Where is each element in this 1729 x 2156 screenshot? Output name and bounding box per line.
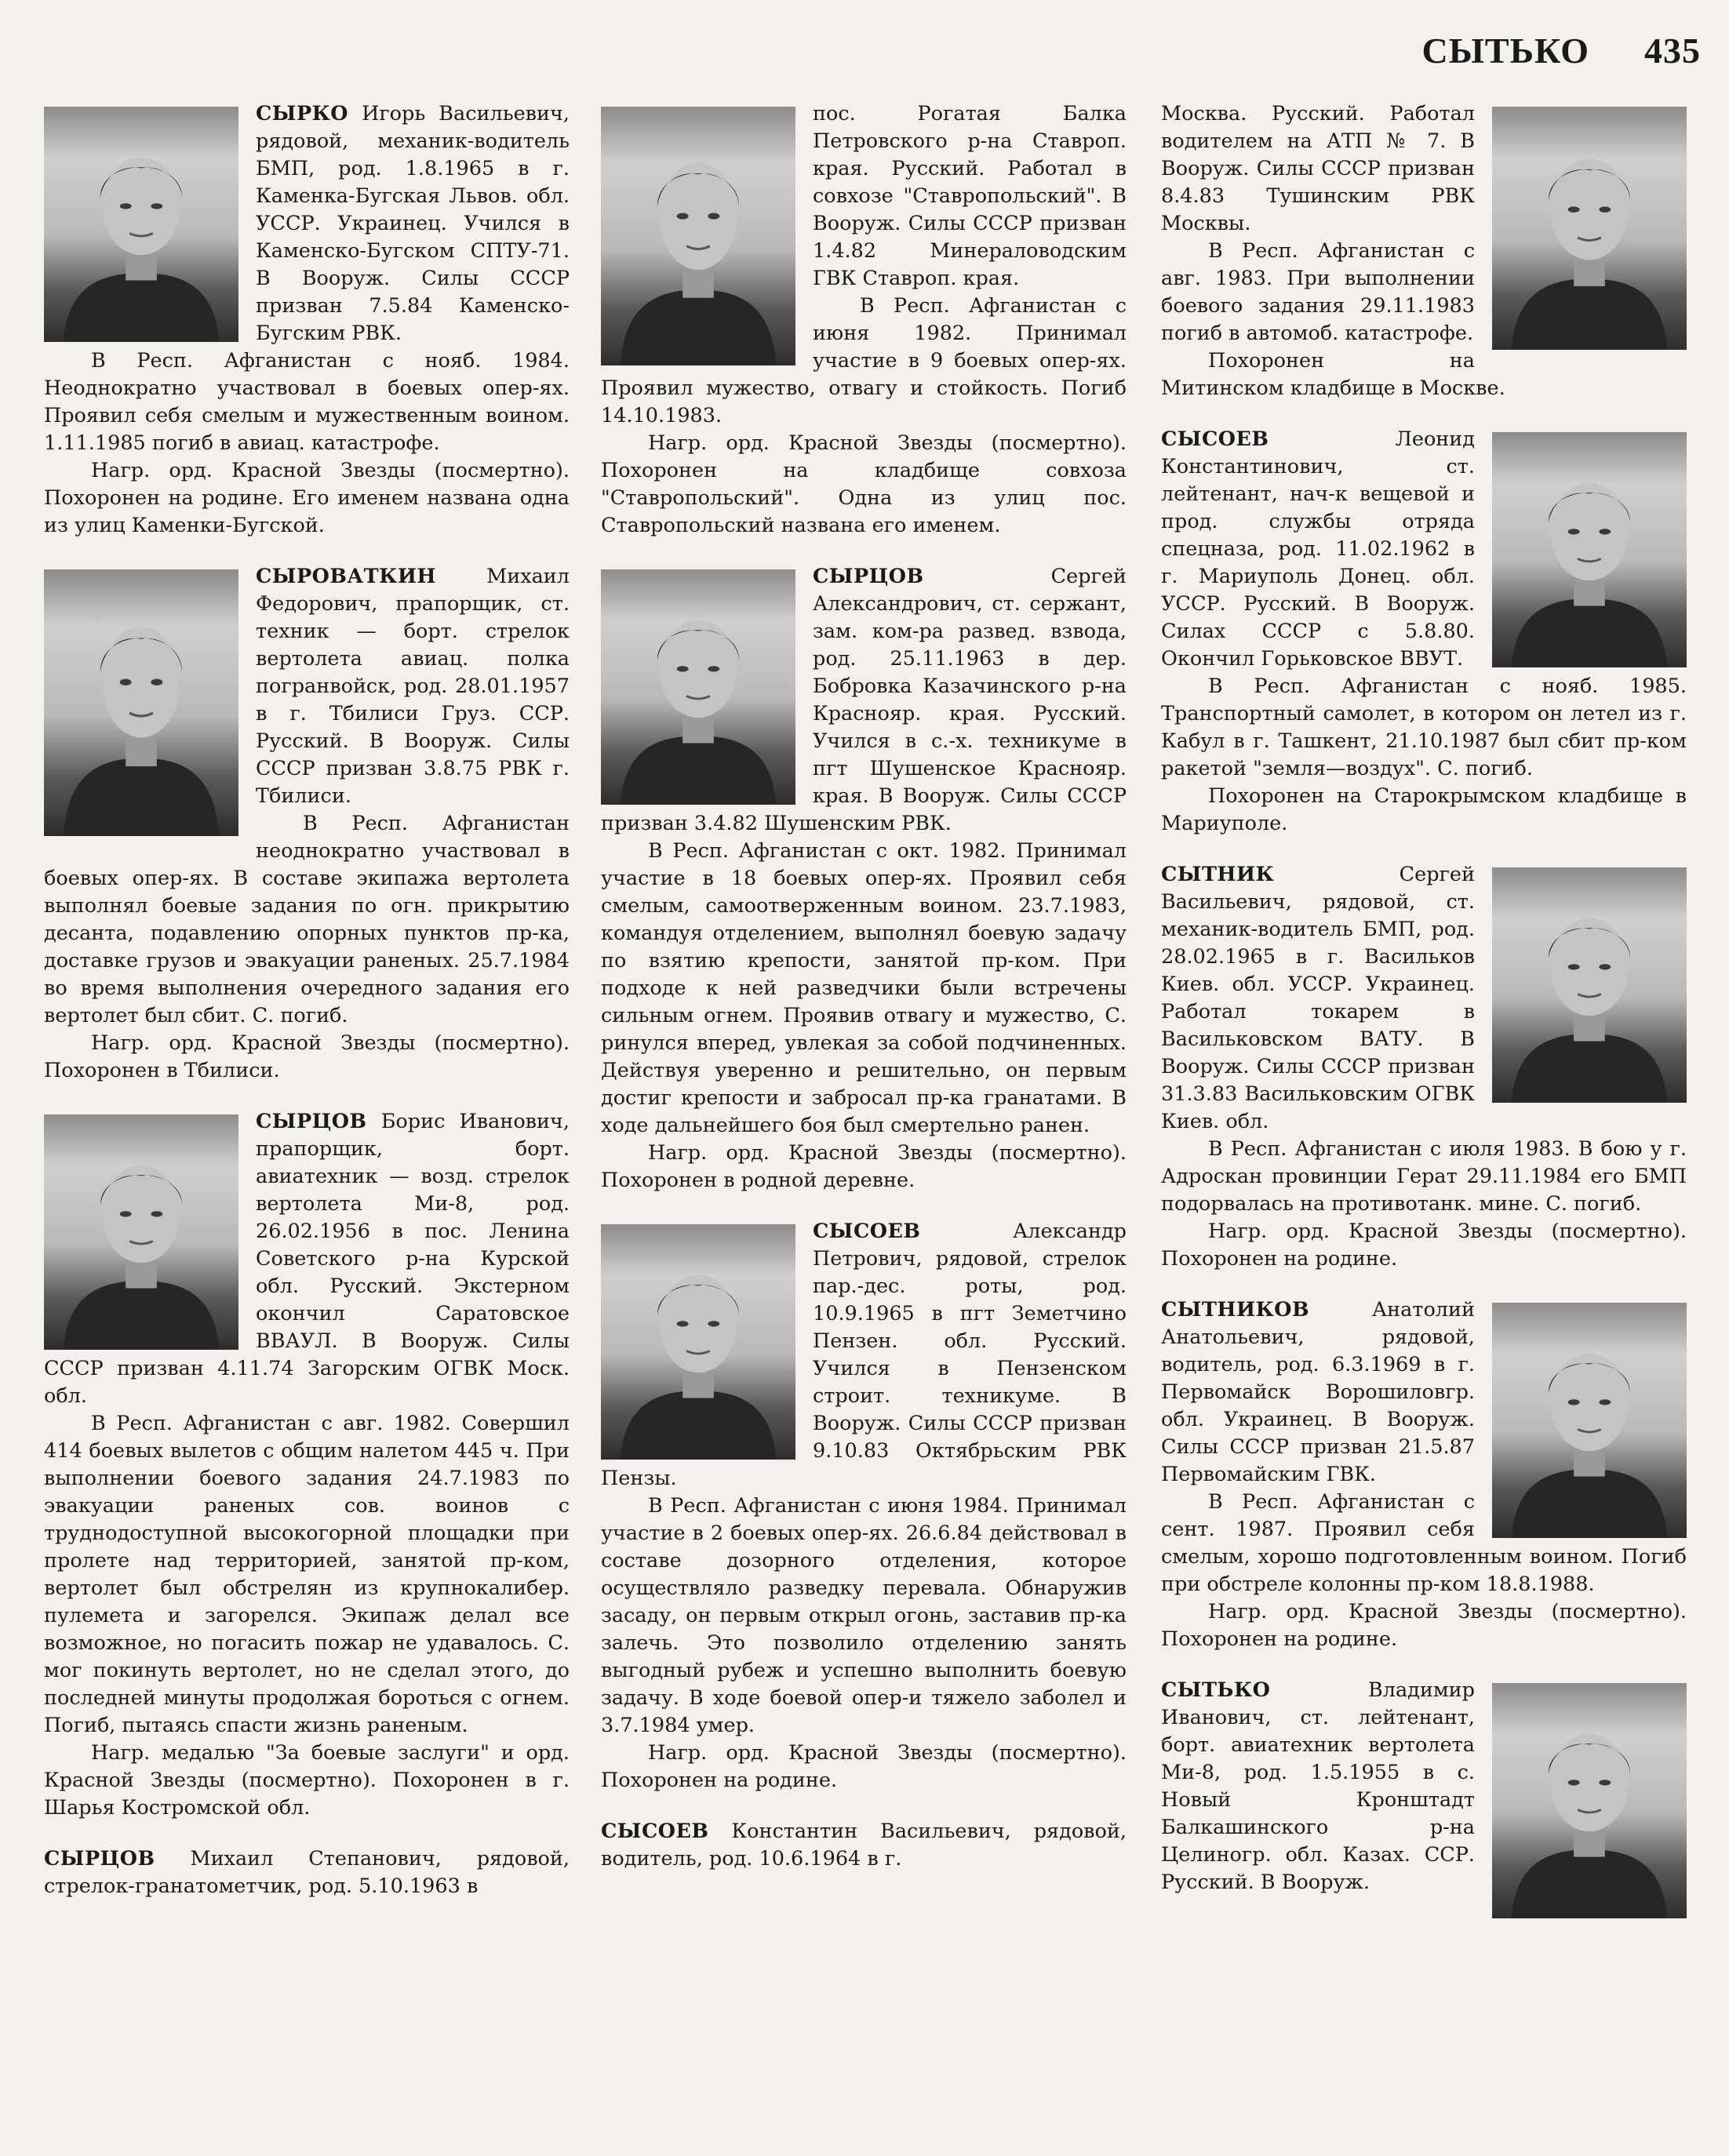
entry-service: В Респ. Афганистан с июля 1983. В бою у г. Адроскан провинции Герат 29.11.1984 его БМП подорвалась на противотанк. мине. С. погиб. xyxy=(1161,1137,1687,1216)
entry-surname: СЫСОЕВ xyxy=(1161,427,1269,451)
entry-award: Нагр. орд. Красной Звезды (посмертно). Похоронен на родине. Его именем названа одна из улиц Каменки-Бугской. xyxy=(44,459,570,537)
entry-syrtsov-mikhail-cont xyxy=(601,100,1127,540)
entry-award: Нагр. медалью "За боевые заслуги" и орд. Красной Звезды (посмертно). Похоронен в г. Шарья Костромской обл. xyxy=(44,1741,570,1820)
portrait-photo xyxy=(1492,1683,1687,1918)
running-head: СЫТЬКО xyxy=(1421,31,1589,71)
entry-surname: СЫСОЕВ xyxy=(813,1220,921,1243)
entry-award: Нагр. орд. Красной Звезды (посмертно). Похоронен на родине. xyxy=(1161,1220,1687,1271)
entry-surname: СЫРЦОВ xyxy=(813,565,924,588)
portrait-silhouette-icon xyxy=(601,1224,795,1460)
entry-surname: СЫТНИКОВ xyxy=(1161,1298,1310,1322)
column-left xyxy=(44,100,570,1924)
entry-syrovatkin xyxy=(44,563,570,1085)
entry-sysoev-konstantin xyxy=(601,1818,1127,1873)
portrait-silhouette-icon xyxy=(1492,1683,1687,1918)
entry-surname: СЫРОВАТКИН xyxy=(256,565,437,588)
entry-service: В Респ. Афганистан с июня 1984. Принимал участие в 2 боевых опер-ях. 26.6.84 действовал в составе дозорного отделения, которое осуществляло разведку перевала. Обнаружив засаду, он первым открыл огонь, заставив пр-ка залечь. Это позволило отделению занять выгодный рубеж и успешно выполнить боевую задачу. В ходе боевой опер-и тяжело заболел и 3.7.1984 умер. xyxy=(601,1494,1127,1737)
entry-syrtsov-mikhail xyxy=(44,1845,570,1900)
portrait-silhouette-icon xyxy=(1492,432,1687,667)
entry-bio: Михаил Федорович, прапорщик, ст. техник — борт. стрелок вертолета авиац. полка погранвойск, род. 28.01.1957 в г. Тбилиси Груз. ССР. Русский. В Вооруж. Силы СССР призван 3.8.75 РВК г. Тбилиси. xyxy=(256,565,570,808)
entry-bio: Анатолий Анатольевич, рядовой, водитель, род. 6.3.1969 в г. Первомайск Ворошиловгр. обл. Украинец. В Вооруж. Силы СССР призван 21.5.87 Первомайским ГВК. xyxy=(1161,1298,1475,1486)
entry-service: В Респ. Афганистан неоднократно участвовал в боевых опер-ях. В составе экипажа вертолета выполнял боевые задания по огн. прикрытию десанта, подавлению опорных пунктов пр-ка, доставке грузов и эвакуации раненых. 25.7.1984 во время выполнения очередного задания его вертолет был сбит. С. погиб. xyxy=(44,812,570,1027)
entry-bio: Борис Иванович, прапорщик, борт. авиатехник — возд. стрелок вертолета Ми-8, род. 26.02.1956 в пос. Ленина Советского р-на Курской обл. Русский. Экстерном окончил Саратовское ВВАУЛ. В Вооруж. Силы СССР призван 4.11.74 Загорским ОГВК Моск. обл. xyxy=(44,1110,570,1408)
portrait-photo xyxy=(1492,867,1687,1103)
entry-service: В Респ. Афганистан с июня 1982. Принимал участие в 9 боевых опер-ях. Проявил мужество, отвагу и стойкость. Погиб 14.10.1983. xyxy=(601,294,1127,427)
portrait-photo xyxy=(601,1224,795,1460)
entry-award: Нагр. орд. Красной Звезды (посмертно). Похоронен на кладбище совхоза "Ставропольский". Одна из улиц пос. Ставропольский названа его именем. xyxy=(601,431,1127,537)
portrait-photo xyxy=(1492,107,1687,350)
entry-award: Нагр. орд. Красной Звезды (посмертно). Похоронен в родной деревне. xyxy=(601,1141,1127,1192)
entry-bio: Владимир Иванович, ст. лейтенант, борт. авиатехник вертолета Ми-8, род. 1.5.1955 в с. Новый Кронштадт Балкашинского р-на Целиногр. обл. Казах. ССР. Русский. В Вооруж. xyxy=(1161,1678,1475,1894)
entry-surname: СЫРЦОВ xyxy=(44,1847,155,1871)
entry-award: Нагр. орд. Красной Звезды (посмертно). Похоронен на родине. xyxy=(601,1741,1127,1792)
portrait-photo xyxy=(601,569,795,805)
entry-service: В Респ. Афганистан с нояб. 1985. Транспортный самолет, в котором он летел из г. Кабул в г. Ташкент, 21.10.1987 был сбит пр-ком ракетой "земля—воздух". С. погиб. xyxy=(1161,674,1687,780)
entry-bio: Сергей Васильевич, рядовой, ст. механик-водитель БМП, род. 28.02.1965 в г. Васильков Киев. обл. УССР. Украинец. Работал токарем в Васильковском ВАТУ. В Вооруж. Силы СССР призван 31.3.83 Васильковским ОГВК Киев. обл. xyxy=(1161,863,1475,1133)
entry-bio: Константин Васильевич, рядовой, водитель, род. 10.6.1964 в г. xyxy=(601,1820,1127,1871)
portrait-silhouette-icon xyxy=(601,107,795,365)
portrait-silhouette-icon xyxy=(1492,1303,1687,1538)
entry-service: В Респ. Афганистан с авг. 1982. Совершил 414 боевых вылетов с общим налетом 445 ч. При выполнении боевого задания 24.7.1983 по эвакуации раненых сов. воинов с труднодоступной высокогорной площадки при пролете над территорией, занятой пр-ком, вертолет был обстрелян из крупнокалибер. пулемета и загорелся. Экипаж делал все возможное, но погасить пожар не удавалось. С. мог покинуть вертолет, но не сделал этого, до последней минуты продолжая бороться с огнем. Погиб, пытаясь спасти жизнь раненым. xyxy=(44,1412,570,1737)
entry-service: В Респ. Афганистан с нояб. 1984. Неоднократно участвовал в боевых опер-ях. Проявил себя смелым и мужественным воином. 1.11.1985 погиб в авиац. катастрофе. xyxy=(44,349,570,455)
entry-bio: Москва. Русский. Работал водителем на АТП № 7. В Вооруж. Силы СССР призван 8.4.83 Тушинским РВК Москвы. xyxy=(1161,102,1475,235)
entry-syrtsov-boris xyxy=(44,1108,570,1822)
entry-surname: СЫРКО xyxy=(256,102,349,125)
column-middle xyxy=(601,100,1127,1896)
portrait-photo xyxy=(1492,1303,1687,1538)
page-header xyxy=(1422,30,1701,74)
entry-sytko xyxy=(1161,1677,1687,1896)
column-right xyxy=(1161,100,1687,1923)
entry-text xyxy=(601,1818,1127,1873)
entry-surname: СЫСОЕВ xyxy=(601,1820,709,1843)
portrait-silhouette-icon xyxy=(44,569,238,836)
entry-award: Нагр. орд. Красной Звезды (посмертно). Похоронен на родине. xyxy=(1161,1600,1687,1651)
portrait-silhouette-icon xyxy=(44,107,238,342)
entry-surname: СЫРЦОВ xyxy=(256,1110,367,1133)
entry-sysoev-aleksandr xyxy=(601,1218,1127,1794)
entry-service: В Респ. Афганистан с авг. 1983. При выполнении боевого задания 29.11.1983 погиб в автомоб. катастрофе. xyxy=(1161,239,1475,345)
entry-award: Нагр. орд. Красной Звезды (посмертно). Похоронен в Тбилиси. xyxy=(44,1031,570,1082)
entry-bio: Игорь Васильевич, рядовой, механик-водитель БМП, род. 1.8.1965 в г. Каменка-Бугская Львов. обл. УССР. Украинец. Учился в Каменско-Бугском СПТУ-71. В Вооруж. Силы СССР призван 7.5.84 Каменско-Бугским РВК. xyxy=(256,102,570,345)
entry-award: Похоронен на Митинском кладбище в Москве. xyxy=(1161,349,1505,400)
portrait-photo xyxy=(1492,432,1687,667)
entry-sysoev-leonid xyxy=(1161,426,1687,838)
portrait-silhouette-icon xyxy=(1492,107,1687,350)
portrait-silhouette-icon xyxy=(601,569,795,805)
portrait-silhouette-icon xyxy=(44,1114,238,1350)
portrait-photo xyxy=(44,107,238,342)
entry-surname: СЫТЬКО xyxy=(1161,1678,1271,1702)
entry-award: Похоронен на Старокрымском кладбище в Мариуполе. xyxy=(1161,784,1687,835)
entry-sysoev-konstantin-cont xyxy=(1161,100,1687,402)
entry-service: В Респ. Афганистан с сент. 1987. Проявил себя смелым, хорошо подготовленным воином. Погиб при обстреле колонны пр-ком 18.8.1988. xyxy=(1161,1490,1687,1596)
portrait-photo xyxy=(44,1114,238,1350)
entry-surname: СЫТНИК xyxy=(1161,863,1275,886)
entry-syrtsov-sergey xyxy=(601,563,1127,1194)
entry-bio: Сергей Александрович, ст. сержант, зам. ком-ра развед. взвода, род. 25.11.1963 в дер. Бобровка Казачинского р-на Краснояр. края. Русский. Учился в с.-х. техникуме в пгт Шушенское Краснояр. края. В Вооруж. Силы СССР призван 3.4.82 Шушенским РВК. xyxy=(601,565,1127,835)
entry-sytnik xyxy=(1161,861,1687,1273)
entry-sytnikov xyxy=(1161,1296,1687,1653)
entry-bio: Леонид Константинович, ст. лейтенант, нач-к вещевой и прод. службы отряда спецназа, род. 11.02.1962 в г. Мариуполь Донец. обл. УССР. Русский. В Вооруж. Силах СССР с 5.8.80. Окончил Горьковское ВВУТ. xyxy=(1161,427,1475,671)
portrait-photo xyxy=(44,569,238,836)
entry-text xyxy=(44,1845,570,1900)
portrait-photo xyxy=(601,107,795,365)
entry-service: В Респ. Афганистан с окт. 1982. Принимал участие в 18 боевых опер-ях. Проявил себя смелым, самоотверженным воином. 23.7.1983, командуя отделением, выполнял боевую задачу по взятию крепости, занятой пр-ком. При подходе к ней разведчики были встречены сильным огнем. Проявив отвагу и мужество, С. ринулся вперед, увлекая за собой подчиненных. Действуя уверенно и решительно, он первым достиг крепости и забросал пр-ка гранатами. В ходе дальнейшего боя был смертельно ранен. xyxy=(601,839,1127,1137)
portrait-silhouette-icon xyxy=(1492,867,1687,1103)
entry-bio: Александр Петрович, рядовой, стрелок пар.-дес. роты, род. 10.9.1965 в пгт Земетчино Пензен. обл. Русский. Учился в Пензенском строит. техникуме. В Вооруж. Силы СССР призван 9.10.83 Октябрьским РВК Пензы. xyxy=(601,1220,1127,1490)
page-number: 435 xyxy=(1644,31,1701,71)
entry-bio: Михаил Степанович, рядовой, стрелок-гранатометчик, род. 5.10.1963 в xyxy=(44,1847,570,1898)
entry-bio: пос. Рогатая Балка Петровского р-на Ставроп. края. Русский. Работал в совхозе "Ставропольский". В Вооруж. Силы СССР призван 1.4.82 Минераловодским ГВК Ставроп. края. xyxy=(813,102,1127,290)
entry-syrko xyxy=(44,100,570,540)
